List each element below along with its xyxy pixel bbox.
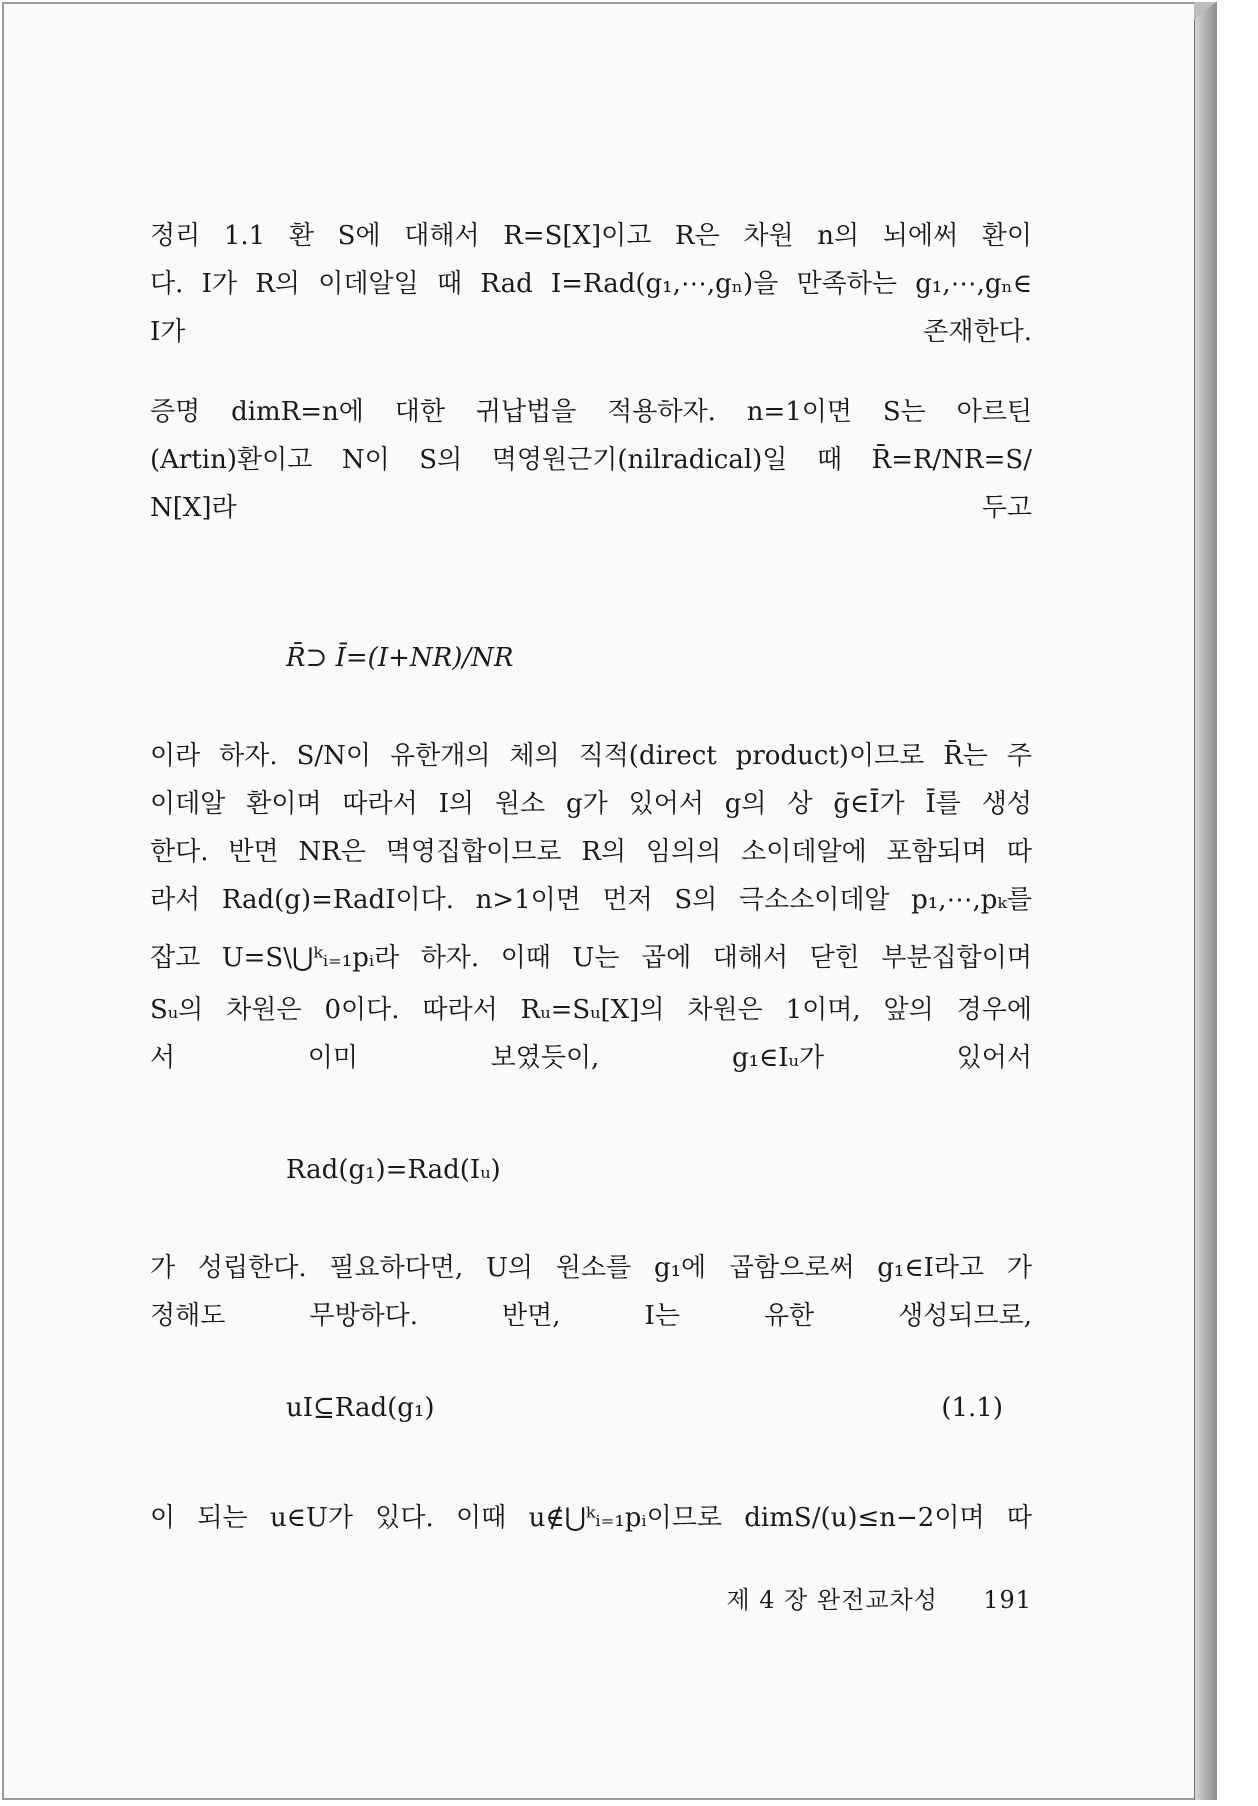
para3-line-1: 가 성립한다. 필요하다면, U의 원소를 g₁에 곱함으로써 g₁∈I라고 가 [150, 1253, 1032, 1283]
para2-line-1: 이라 하자. S/N이 유한개의 체의 직적(direct product)이므로 R̄는 주 [150, 741, 1032, 771]
equation-number: (1.1) [941, 1393, 1003, 1423]
theorem-line-3: I가 존재한다. [150, 317, 1032, 347]
para2-line-6: Sᵤ의 차원은 0이다. 따라서 Rᵤ=Sᵤ[X]의 차원은 1이며, 앞의 경우에 [150, 995, 1032, 1025]
theorem-line-2: 다. I가 R의 이데알일 때 Rad I=Rad(g₁,⋯,gₙ)을 만족하는 g₁,⋯,gₙ∈ [150, 269, 1032, 299]
para3-line-2: 정해도 무방하다. 반면, I는 유한 생성되므로, [150, 1301, 1032, 1331]
para2-line-5: 잡고 U=S\⋃ᵏᵢ₌₁pᵢ라 하자. 이때 U는 곱에 대해서 닫힌 부분집합이며 [150, 943, 1032, 973]
page-number: 191 [983, 1586, 1032, 1614]
page-footer [726, 1580, 1032, 1620]
equation-radical: Rad(g₁)=Rad(Iᵤ) [286, 1155, 501, 1185]
para4-line-1: 이 되는 u∈U가 있다. 이때 u∉⋃ᵏᵢ₌₁pᵢ이므로 dimS/(u)≤n−2이며 따 [150, 1503, 1032, 1533]
equation-quotient: R̄⊃ Ī=(I+NR)/NR [286, 643, 514, 673]
page-edge-shadow [1194, 2, 1217, 1800]
theorem-line-1: 정리 1.1 환 S에 대해서 R=S[X]이고 R은 차원 n의 뇌에써 환이 [150, 221, 1032, 251]
para2-line-3: 한다. 반면 NR은 멱영집합이므로 R의 임의의 소이데알에 포함되며 따 [150, 837, 1032, 867]
proof-paragraph-4 [150, 1494, 1032, 1542]
para2-line-4: 라서 Rad(g)=RadI이다. n>1이면 먼저 S의 극소소이데알 p₁,⋯,pₖ를 [150, 885, 1032, 915]
proof-intro-paragraph [150, 388, 1032, 532]
page-corner-fold [1194, 2, 1216, 20]
para2-line-2: 이데알 환이며 따라서 I의 원소 g가 있어서 g의 상 ḡ∈Ī가 Ī를 생성 [150, 789, 1032, 819]
proof-paragraph-3 [150, 1244, 1032, 1340]
proof-line-1: 증명 dimR=n에 대한 귀납법을 적용하자. n=1이면 S는 아르틴 [150, 397, 1032, 427]
theorem-paragraph [150, 212, 1032, 356]
proof-line-3: N[X]라 두고 [150, 493, 1032, 523]
equation-1-1: uI⊆Rad(g₁) [286, 1393, 435, 1423]
para2-line-7: 서 이미 보였듯이, g₁∈Iᵤ가 있어서 [150, 1043, 1032, 1073]
proof-line-2: (Artin)환이고 N이 S의 멱영원근기(nilradical)일 때 R̄=R/NR=S/ [150, 445, 1032, 475]
chapter-title: 제 4 장 완전교차성 [726, 1586, 938, 1614]
proof-paragraph-2 [150, 732, 1032, 1082]
